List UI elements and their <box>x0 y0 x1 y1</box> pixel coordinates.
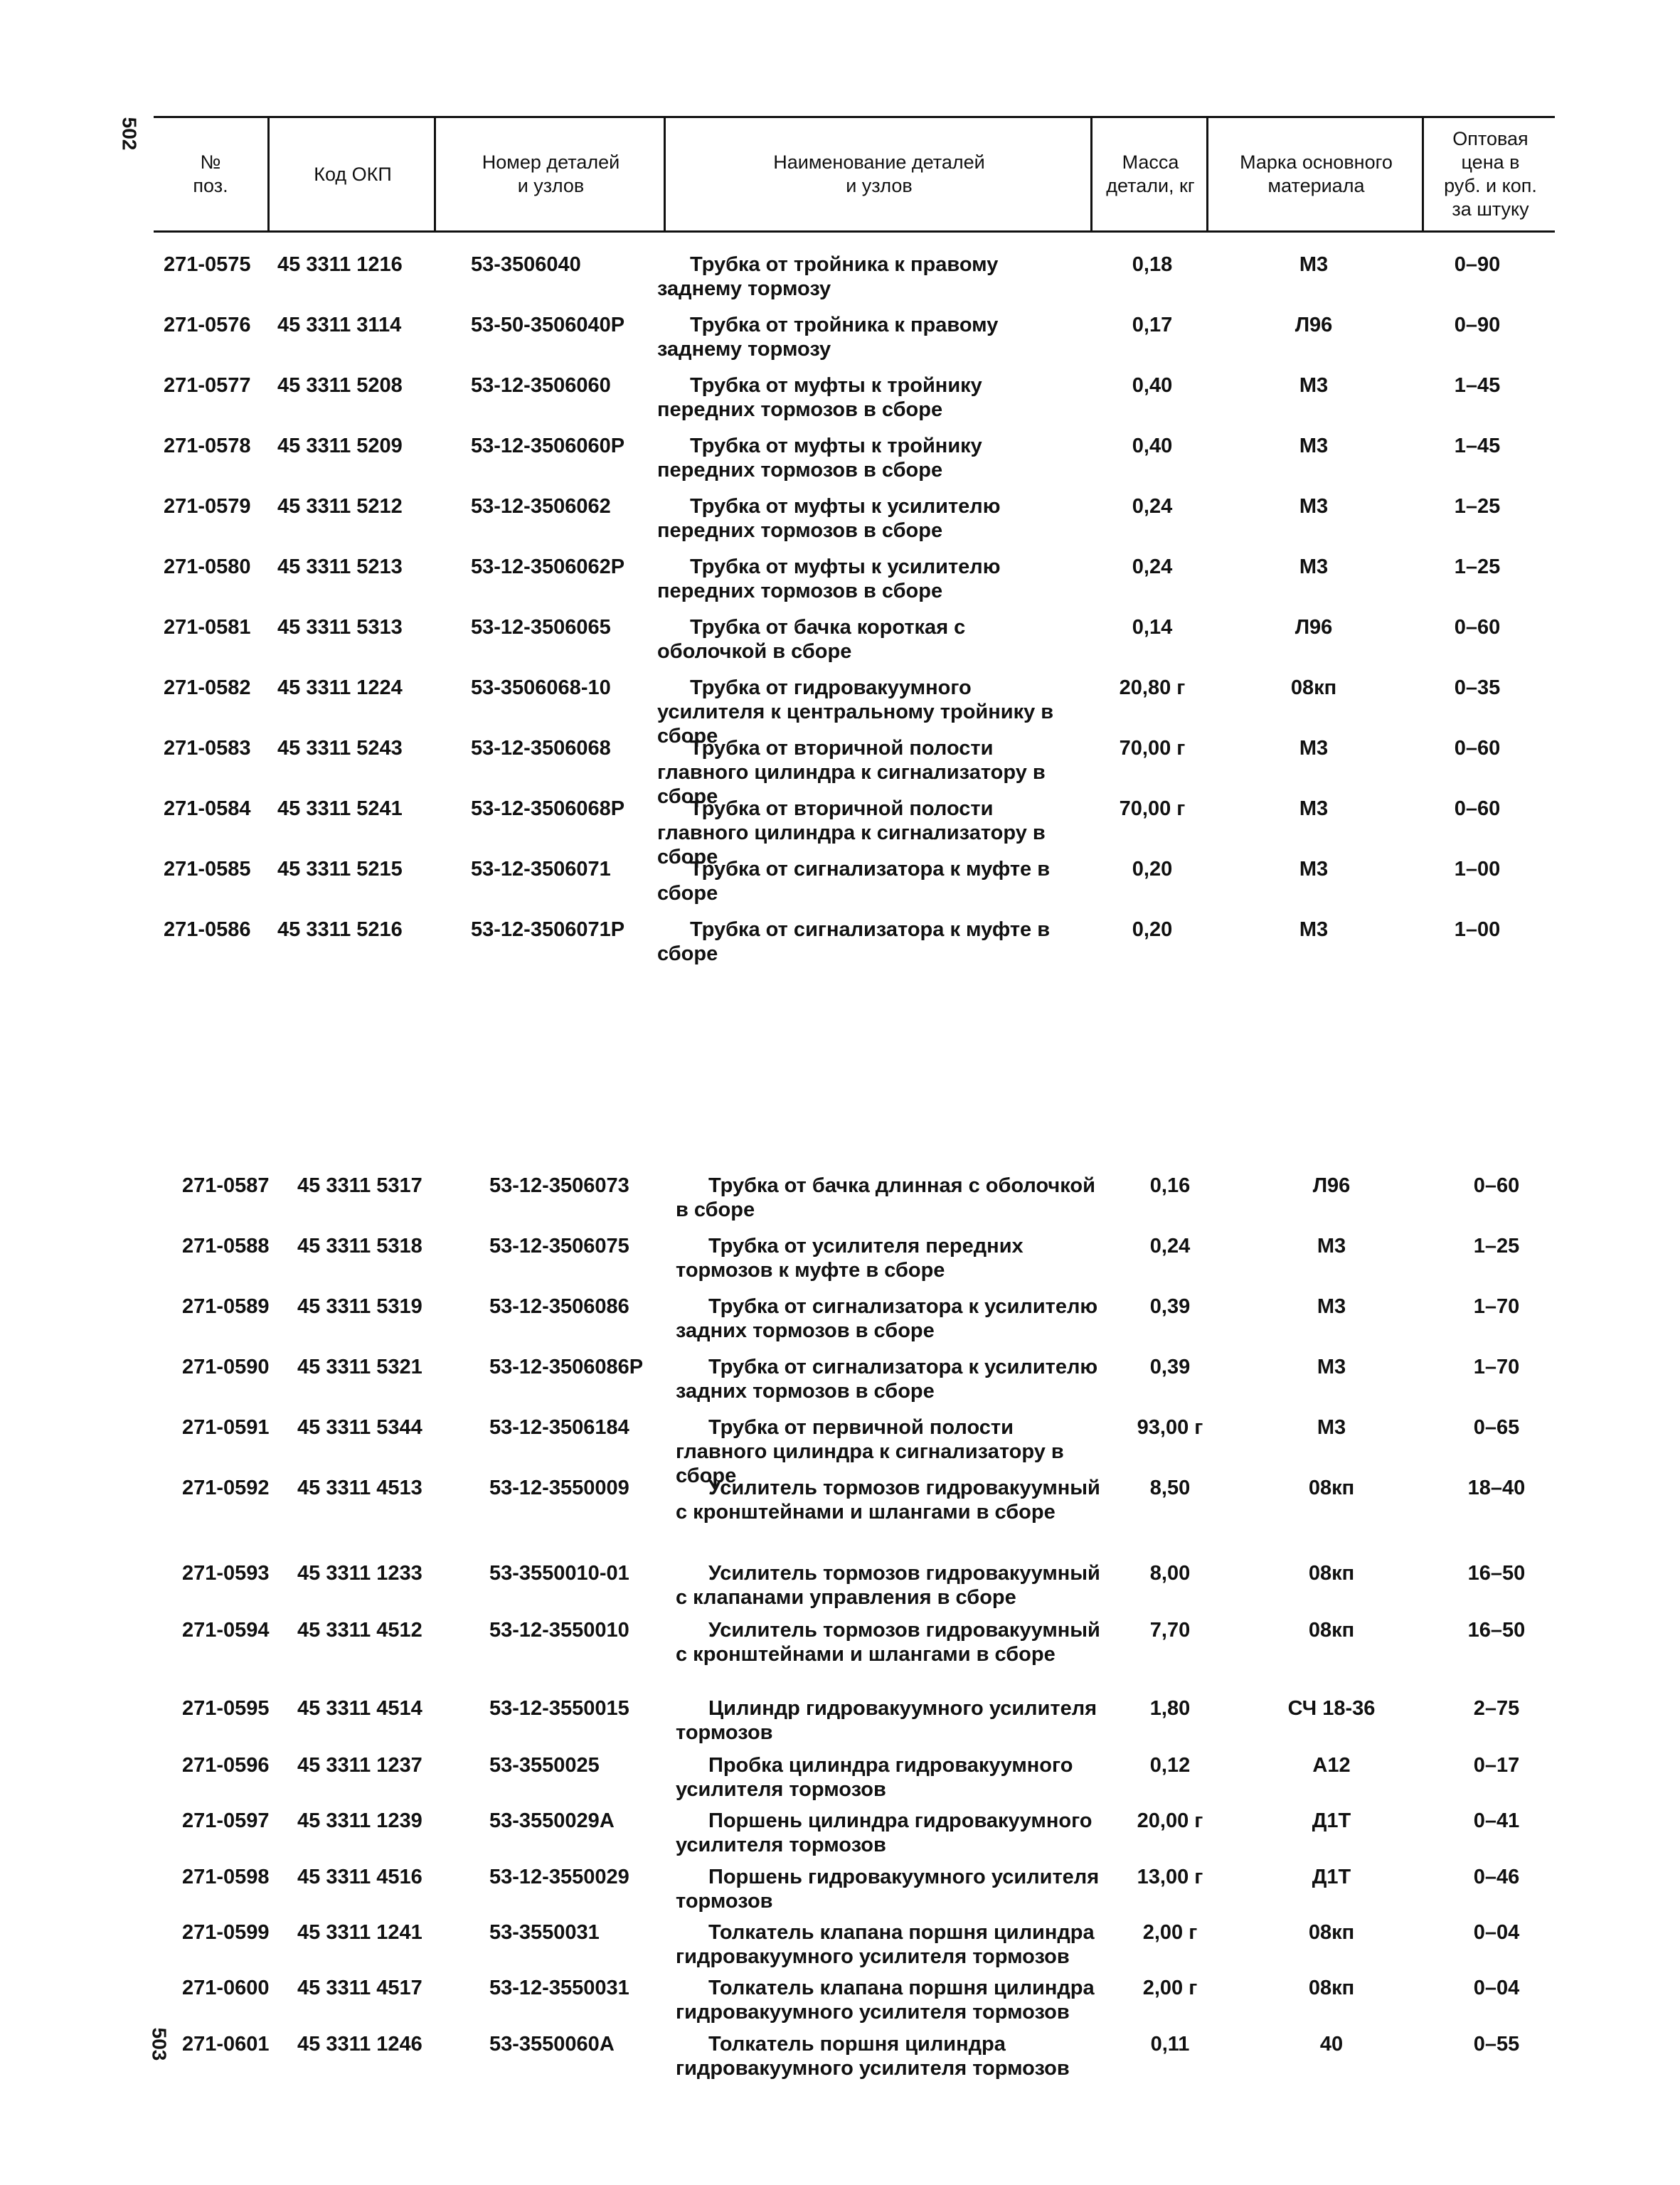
cell-name: Трубка от усилителя передних тормозов к муфте в сборе <box>676 1235 1024 1282</box>
cell-part-number: 53-12-3506068Р <box>471 797 625 820</box>
cell-part-number: 53-3550025 <box>489 1754 600 1777</box>
cell-name: Трубка от тройника к правому заднему тормозу <box>657 253 999 300</box>
table-row <box>0 555 1680 602</box>
cell-name: Усилитель тормозов гидровакуумный с клапанами управления в сборе <box>676 1562 1100 1609</box>
cell-okp: 45 3311 4513 <box>297 1477 422 1499</box>
cell-material: М3 <box>1317 1416 1346 1439</box>
page-number-bottom: 503 <box>148 2027 171 2061</box>
cell-name: Поршень гидровакуумного усилителя тормозов <box>676 1866 1100 1913</box>
header-pos: № поз. <box>193 151 228 196</box>
cell-pos: 271-0582 <box>164 676 251 699</box>
cell-pos: 271-0581 <box>164 616 251 639</box>
cell-price: 0–90 <box>1454 314 1501 336</box>
table-row <box>0 797 1680 868</box>
cell-mass: 20,80 г <box>1119 676 1186 699</box>
cell-price: 1–00 <box>1454 918 1501 941</box>
table-row <box>0 313 1680 361</box>
cell-part-number: 53-12-3506068 <box>471 737 611 760</box>
cell-material: 08кп <box>1290 676 1337 699</box>
cell-mass: 7,70 <box>1149 1619 1191 1642</box>
cell-price: 0–60 <box>1473 1174 1520 1197</box>
cell-mass: 93,00 г <box>1137 1416 1203 1439</box>
table-row <box>0 918 1680 965</box>
cell-mass: 0,16 <box>1149 1174 1191 1197</box>
cell-mass: 0,39 <box>1149 1356 1191 1378</box>
cell-name: Усилитель тормозов гидровакуумный с кронштейнами и шлангами в сборе <box>676 1477 1100 1524</box>
cell-okp: 45 3311 3114 <box>277 314 402 336</box>
cell-pos: 271-0578 <box>164 435 251 457</box>
cell-material: 08кп <box>1308 1562 1355 1585</box>
cell-okp: 45 3311 5319 <box>297 1295 422 1318</box>
cell-price: 1–45 <box>1454 435 1501 457</box>
cell-okp: 45 3311 1241 <box>297 1921 422 1944</box>
cell-material: М3 <box>1317 1295 1346 1318</box>
table-row <box>0 494 1680 542</box>
cell-pos: 271-0585 <box>164 858 251 881</box>
cell-mass: 0,11 <box>1150 2033 1190 2056</box>
cell-material: 08кп <box>1308 1921 1355 1944</box>
cell-okp: 45 3311 4516 <box>297 1866 422 1888</box>
cell-part-number: 53-12-3506060 <box>471 374 611 397</box>
cell-mass: 0,24 <box>1132 495 1173 518</box>
table-row <box>0 1976 1680 2024</box>
cell-okp: 45 3311 5344 <box>297 1416 422 1439</box>
cell-okp: 45 3311 1233 <box>297 1562 422 1585</box>
cell-material: СЧ 18-36 <box>1287 1697 1376 1720</box>
cell-material: М3 <box>1299 797 1329 820</box>
cell-material: М3 <box>1299 737 1329 760</box>
table-row <box>0 2032 1680 2080</box>
cell-name: Трубка от гидровакуумного усилителя к центральному тройнику в сборе <box>657 676 1054 748</box>
cell-material: М3 <box>1317 1235 1346 1258</box>
cell-price: 0–90 <box>1454 253 1501 276</box>
cell-pos: 271-0580 <box>164 555 251 578</box>
cell-pos: 271-0593 <box>182 1562 270 1585</box>
cell-okp: 45 3311 5209 <box>277 435 403 457</box>
cell-mass: 0,40 <box>1132 435 1173 457</box>
table-row <box>0 736 1680 808</box>
cell-price: 0–60 <box>1454 737 1501 760</box>
cell-price: 18–40 <box>1467 1477 1526 1499</box>
cell-name: Толкатель клапана поршня цилиндра гидровакуумного усилителя тормозов <box>676 1977 1095 2024</box>
table-row <box>0 1920 1680 1968</box>
cell-pos: 271-0592 <box>182 1477 270 1499</box>
cell-okp: 45 3311 5215 <box>277 858 403 881</box>
cell-name: Трубка от тройника к правому заднему тормозу <box>657 314 999 361</box>
cell-name: Трубка от бачка короткая с оболочкой в сборе <box>657 616 966 663</box>
cell-name: Трубка от бачка длинная с оболочкой в сборе <box>676 1174 1095 1221</box>
cell-mass: 1,80 <box>1149 1697 1191 1720</box>
table-row <box>0 1476 1680 1524</box>
cell-okp: 45 3311 5212 <box>277 495 403 518</box>
cell-part-number: 53-3506068-10 <box>471 676 611 699</box>
cell-pos: 271-0588 <box>182 1235 270 1258</box>
cell-mass: 0,14 <box>1132 616 1173 639</box>
cell-price: 1–00 <box>1454 858 1501 881</box>
cell-name: Трубка от сигнализатора к усилителю задних тормозов в сборе <box>676 1295 1098 1342</box>
header-price: Оптовая цена в руб. и коп. за штуку <box>1422 118 1557 230</box>
cell-price: 0–04 <box>1473 1921 1520 1944</box>
cell-part-number: 53-12-3506065 <box>471 616 611 639</box>
cell-part-number: 53-12-3506075 <box>489 1235 629 1258</box>
cell-price: 2–75 <box>1473 1697 1520 1720</box>
cell-mass: 0,20 <box>1132 858 1173 881</box>
cell-price: 0–65 <box>1473 1416 1520 1439</box>
cell-pos: 271-0590 <box>182 1356 270 1378</box>
cell-part-number: 53-12-3506184 <box>489 1416 629 1439</box>
cell-name: Цилиндр гидровакуумного усилителя тормозов <box>676 1697 1097 1744</box>
cell-mass: 0,20 <box>1132 918 1173 941</box>
cell-part-number: 53-12-3506086 <box>489 1295 629 1318</box>
cell-mass: 0,40 <box>1132 374 1173 397</box>
cell-pos: 271-0589 <box>182 1295 270 1318</box>
cell-pos: 271-0583 <box>164 737 251 760</box>
cell-okp: 45 3311 4517 <box>297 1977 422 1999</box>
cell-material: Д1Т <box>1312 1866 1351 1888</box>
cell-name: Усилитель тормозов гидровакуумный с кронштейнами и шлангами в сборе <box>676 1619 1100 1666</box>
cell-mass: 2,00 г <box>1142 1977 1198 1999</box>
table-row <box>0 1753 1680 1801</box>
cell-name: Трубка от вторичной полости главного цилиндра к сигнализатору в сборе <box>657 797 1046 868</box>
cell-price: 1–25 <box>1473 1235 1520 1258</box>
cell-material: Д1Т <box>1312 1809 1351 1832</box>
header-mass: Масса детали, кг <box>1090 118 1208 230</box>
cell-okp: 45 3311 1246 <box>297 2033 422 2056</box>
table-row <box>0 1294 1680 1342</box>
cell-price: 0–41 <box>1473 1809 1520 1832</box>
cell-mass: 2,00 г <box>1142 1921 1198 1944</box>
cell-mass: 8,50 <box>1149 1477 1191 1499</box>
cell-part-number: 53-12-3550015 <box>489 1697 629 1720</box>
table-row <box>0 1618 1680 1666</box>
cell-pos: 271-0596 <box>182 1754 270 1777</box>
header-okp: Код ОКП <box>267 118 436 230</box>
cell-material: 08кп <box>1308 1977 1355 1999</box>
header-part-number: Номер деталей и узлов <box>434 118 666 230</box>
cell-okp: 45 3311 1224 <box>277 676 403 699</box>
cell-price: 0–17 <box>1473 1754 1520 1777</box>
cell-pos: 271-0579 <box>164 495 251 518</box>
cell-okp: 45 3311 5318 <box>297 1235 422 1258</box>
cell-part-number: 53-3506040 <box>471 253 581 276</box>
cell-price: 1–70 <box>1473 1295 1520 1318</box>
cell-part-number: 53-12-3506062Р <box>471 555 625 578</box>
cell-material: 08кп <box>1308 1619 1355 1642</box>
cell-part-number: 53-12-3506060Р <box>471 435 625 457</box>
cell-price: 0–46 <box>1473 1866 1520 1888</box>
cell-part-number: 53-12-3506071 <box>471 858 611 881</box>
cell-price: 0–60 <box>1454 616 1501 639</box>
cell-part-number: 53-12-3550009 <box>489 1477 629 1499</box>
cell-okp: 45 3311 5241 <box>277 797 403 820</box>
cell-price: 1–25 <box>1454 555 1501 578</box>
table-row <box>0 1415 1680 1487</box>
header-name: Наименование деталей и узлов <box>664 118 1092 230</box>
cell-pos: 271-0575 <box>164 253 251 276</box>
cell-pos: 271-0597 <box>182 1809 270 1832</box>
cell-mass: 0,39 <box>1149 1295 1191 1318</box>
cell-part-number: 53-3550031 <box>489 1921 600 1944</box>
cell-mass: 8,00 <box>1149 1562 1191 1585</box>
cell-okp: 45 3311 5208 <box>277 374 403 397</box>
cell-pos: 271-0586 <box>164 918 251 941</box>
cell-mass: 0,24 <box>1149 1235 1191 1258</box>
cell-material: Л96 <box>1294 314 1333 336</box>
cell-name: Трубка от первичной полости главного цилиндра к сигнализатору в сборе <box>676 1416 1064 1487</box>
cell-mass: 0,12 <box>1149 1754 1191 1777</box>
table-row <box>0 1696 1680 1744</box>
cell-mass: 0,24 <box>1132 555 1173 578</box>
cell-okp: 45 3311 1237 <box>297 1754 422 1777</box>
cell-material: Л96 <box>1294 616 1333 639</box>
cell-mass: 0,17 <box>1132 314 1173 336</box>
cell-part-number: 53-12-3550010 <box>489 1619 629 1642</box>
cell-name: Трубка от муфты к тройнику передних тормозов в сборе <box>657 435 982 482</box>
cell-pos: 271-0584 <box>164 797 251 820</box>
cell-okp: 45 3311 4512 <box>297 1619 422 1642</box>
cell-price: 1–25 <box>1454 495 1501 518</box>
cell-pos: 271-0595 <box>182 1697 270 1720</box>
cell-pos: 271-0600 <box>182 1977 270 1999</box>
cell-name: Трубка от сигнализатора к муфте в сборе <box>657 858 1051 905</box>
cell-material: М3 <box>1299 495 1329 518</box>
cell-material: М3 <box>1299 435 1329 457</box>
cell-part-number: 53-12-3506071Р <box>471 918 625 941</box>
cell-part-number: 53-12-3550029 <box>489 1866 629 1888</box>
table-row <box>0 1809 1680 1856</box>
cell-material: 08кп <box>1308 1477 1355 1499</box>
cell-pos: 271-0601 <box>182 2033 270 2056</box>
cell-name: Трубка от муфты к усилителю передних тормозов в сборе <box>657 495 1001 542</box>
cell-okp: 45 3311 5213 <box>277 555 403 578</box>
cell-pos: 271-0576 <box>164 314 251 336</box>
cell-mass: 0,18 <box>1132 253 1173 276</box>
page-number-top: 502 <box>118 117 141 151</box>
cell-mass: 13,00 г <box>1137 1866 1203 1888</box>
table-row <box>0 1174 1680 1221</box>
table-row <box>0 676 1680 748</box>
cell-price: 1–45 <box>1454 374 1501 397</box>
table-row <box>0 434 1680 482</box>
cell-part-number: 53-12-3506062 <box>471 495 611 518</box>
cell-material: М3 <box>1299 555 1329 578</box>
cell-price: 1–70 <box>1473 1356 1520 1378</box>
cell-mass: 20,00 г <box>1137 1809 1203 1832</box>
cell-okp: 45 3311 5313 <box>277 616 403 639</box>
table-row <box>0 373 1680 421</box>
cell-material: М3 <box>1299 858 1329 881</box>
cell-pos: 271-0594 <box>182 1619 270 1642</box>
cell-material: Л96 <box>1312 1174 1351 1197</box>
cell-price: 0–35 <box>1454 676 1501 699</box>
cell-mass: 70,00 г <box>1119 737 1186 760</box>
cell-price: 0–04 <box>1473 1977 1520 1999</box>
cell-part-number: 53-12-3506086Р <box>489 1356 644 1378</box>
cell-material: М3 <box>1299 918 1329 941</box>
cell-name: Пробка цилиндра гидровакуумного усилителя тормозов <box>676 1754 1073 1801</box>
cell-name: Трубка от муфты к усилителю передних тормозов в сборе <box>657 555 1001 602</box>
cell-part-number: 53-12-3506073 <box>489 1174 629 1197</box>
cell-name: Трубка от сигнализатора к усилителю задних тормозов в сборе <box>676 1356 1098 1403</box>
cell-part-number: 53-50-3506040Р <box>471 314 625 336</box>
cell-part-number: 53-12-3550031 <box>489 1977 629 1999</box>
cell-part-number: 53-3550060А <box>489 2033 615 2056</box>
table-row <box>0 1355 1680 1403</box>
cell-price: 0–60 <box>1454 797 1501 820</box>
cell-pos: 271-0599 <box>182 1921 270 1944</box>
cell-okp: 45 3311 5317 <box>297 1174 422 1197</box>
cell-mass: 70,00 г <box>1119 797 1186 820</box>
header-material: Марка основного материала <box>1206 118 1424 230</box>
table-row <box>0 857 1680 905</box>
cell-name: Толкатель клапана поршня цилиндра гидровакуумного усилителя тормозов <box>676 1921 1095 1968</box>
cell-name: Трубка от вторичной полости главного цилиндра к сигнализатору в сборе <box>657 737 1046 808</box>
table-row <box>0 1865 1680 1913</box>
table-header <box>154 116 1555 233</box>
cell-pos: 271-0587 <box>182 1174 270 1197</box>
cell-material: А12 <box>1312 1754 1351 1777</box>
cell-material: М3 <box>1317 1356 1346 1378</box>
cell-part-number: 53-3550010-01 <box>489 1562 629 1585</box>
cell-okp: 45 3311 1239 <box>297 1809 422 1832</box>
cell-okp: 45 3311 4514 <box>297 1697 422 1720</box>
cell-okp: 45 3311 5216 <box>277 918 403 941</box>
table-row <box>0 1234 1680 1282</box>
cell-name: Трубка от сигнализатора к муфте в сборе <box>657 918 1051 965</box>
cell-okp: 45 3311 5243 <box>277 737 403 760</box>
cell-pos: 271-0591 <box>182 1416 270 1439</box>
table-row <box>0 1561 1680 1609</box>
cell-name: Поршень цилиндра гидровакуумного усилителя тормозов <box>676 1809 1092 1856</box>
cell-material: М3 <box>1299 374 1329 397</box>
cell-part-number: 53-3550029А <box>489 1809 615 1832</box>
cell-price: 16–50 <box>1467 1619 1526 1642</box>
cell-pos: 271-0598 <box>182 1866 270 1888</box>
table-row <box>0 615 1680 663</box>
cell-name: Трубка от муфты к тройнику передних тормозов в сборе <box>657 374 982 421</box>
cell-name: Толкатель поршня цилиндра гидровакуумного усилителя тормозов <box>676 2033 1070 2080</box>
cell-okp: 45 3311 1216 <box>277 253 403 276</box>
cell-material: М3 <box>1299 253 1329 276</box>
table-row <box>0 252 1680 300</box>
cell-price: 0–55 <box>1473 2033 1520 2056</box>
cell-price: 16–50 <box>1467 1562 1526 1585</box>
cell-pos: 271-0577 <box>164 374 251 397</box>
cell-okp: 45 3311 5321 <box>297 1356 422 1378</box>
cell-material: 40 <box>1319 2033 1344 2056</box>
